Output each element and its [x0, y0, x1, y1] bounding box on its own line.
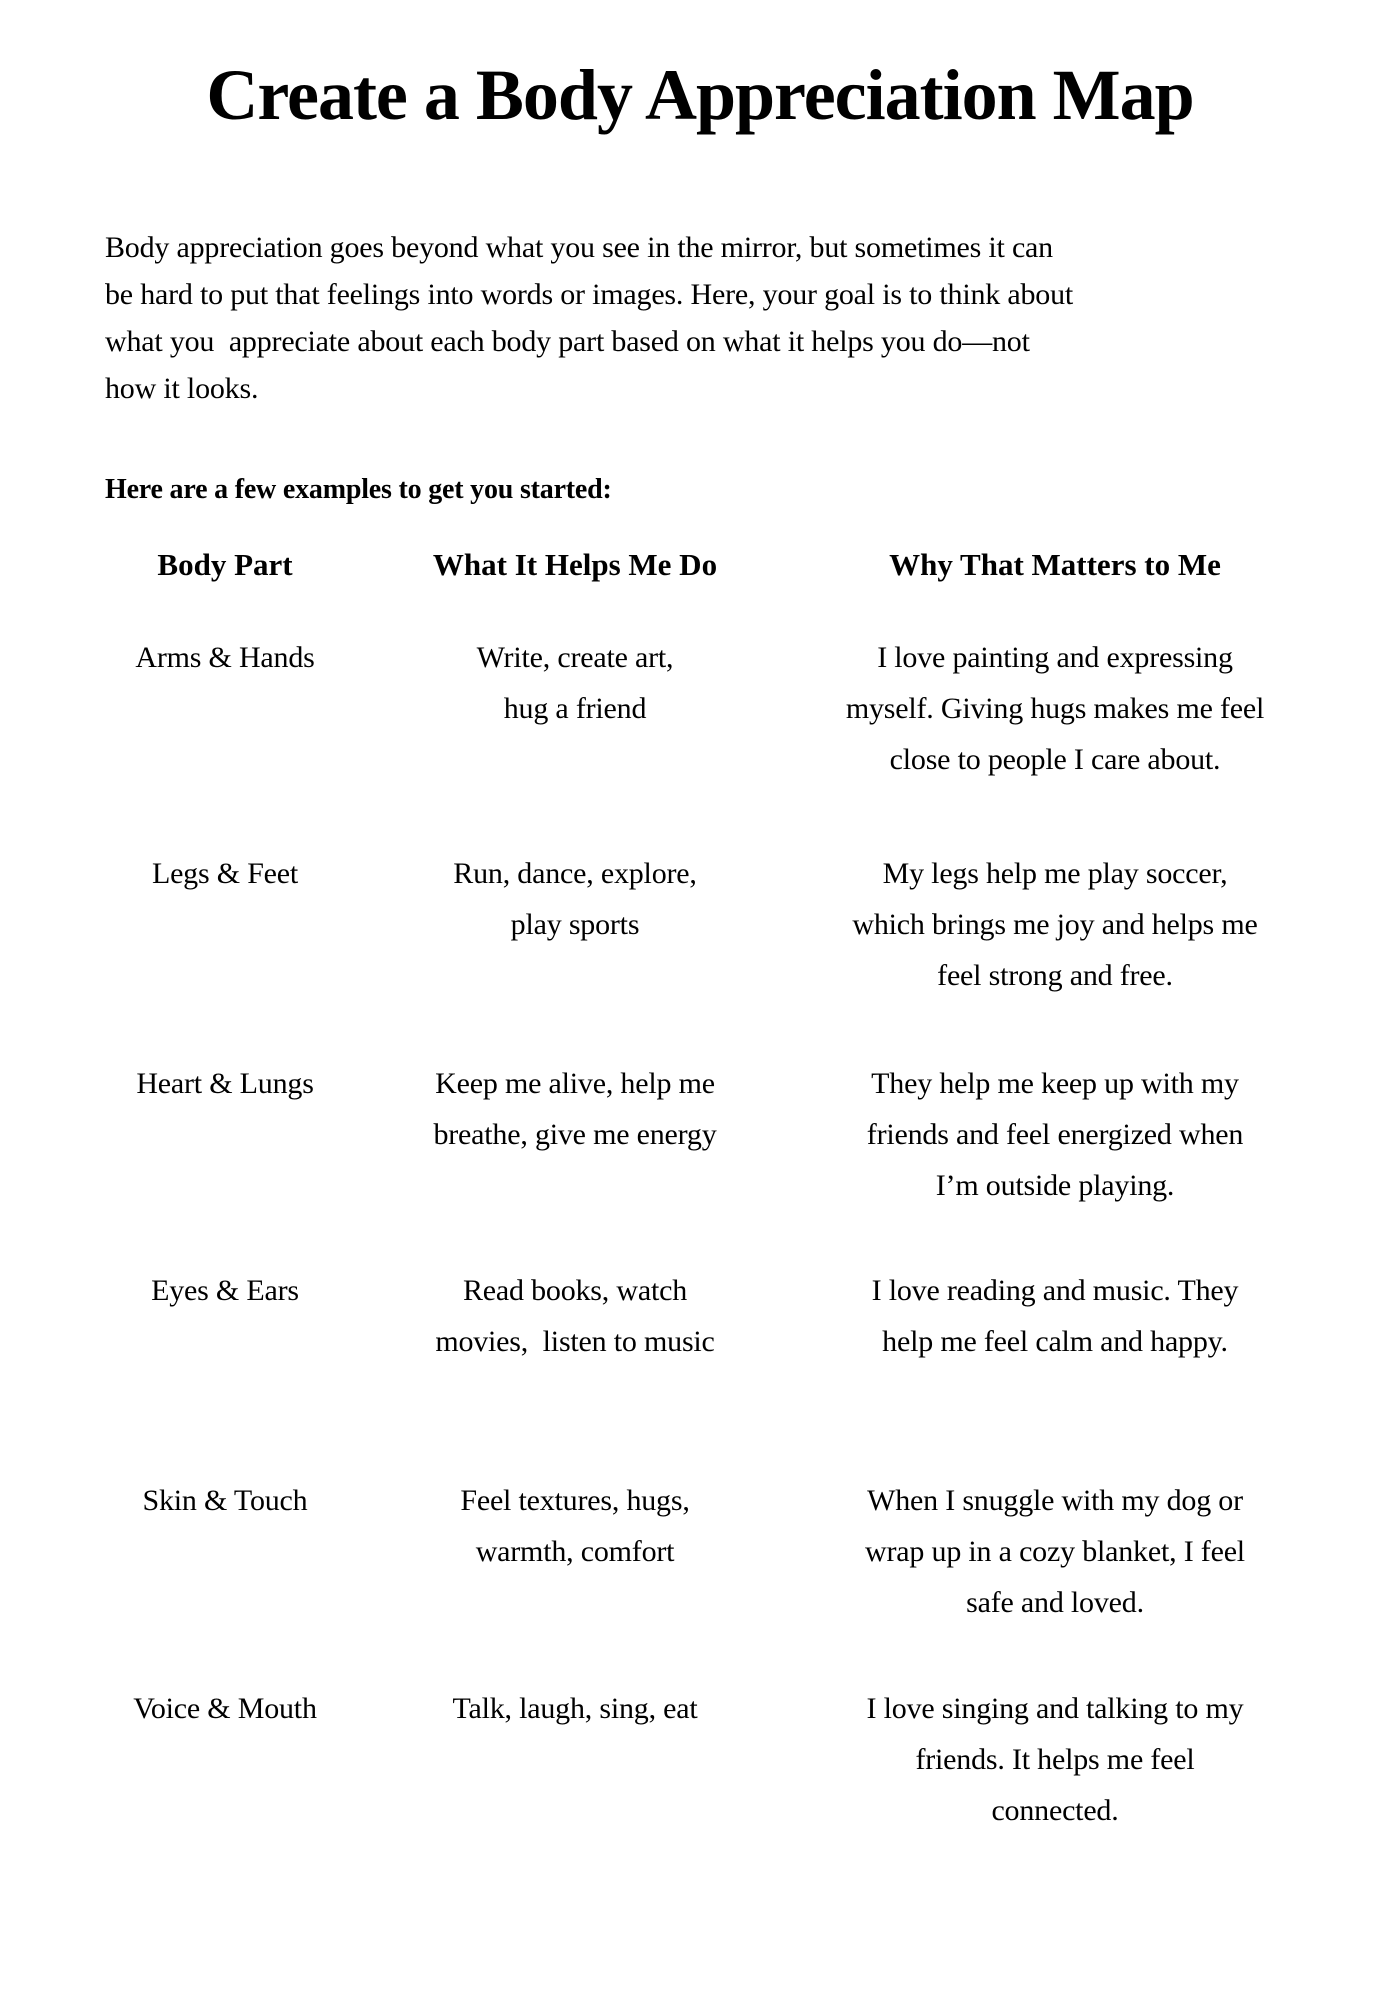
cell-line: They help me keep up with my: [871, 1067, 1239, 1100]
page-title: Create a Body Appreciation Map: [206, 55, 1194, 135]
cell-line: I love singing and talking to my: [866, 1692, 1244, 1725]
cell-line: movies, listen to music: [435, 1325, 715, 1358]
helps-cell: [395, 632, 755, 734]
cell-line: breathe, give me energy: [433, 1118, 717, 1151]
cell-line: Feel textures, hugs,: [460, 1484, 690, 1517]
helps-cell: [395, 1058, 755, 1160]
intro-line: Body appreciation goes beyond what you see in the mirror, but sometimes it can: [105, 231, 1053, 264]
helps-cell: [395, 1475, 755, 1577]
cell-line: I’m outside playing.: [935, 1169, 1175, 1202]
body-part-cell: Heart & Lungs: [136, 1067, 314, 1100]
cell-line: friends. It helps me feel: [915, 1743, 1195, 1776]
body-part-cell: Arms & Hands: [135, 641, 315, 674]
examples-heading: Here are a few examples to get you started:: [105, 474, 612, 505]
cell-line: warmth, comfort: [475, 1535, 675, 1568]
column-header-body-part: Body Part: [157, 547, 293, 582]
cell-line: friends and feel energized when: [866, 1118, 1244, 1151]
intro-line: be hard to put that feelings into words or images. Here, your goal is to think about: [105, 278, 1074, 311]
cell-line: help me feel calm and happy.: [882, 1325, 1228, 1358]
cell-line: feel strong and free.: [937, 959, 1173, 992]
intro-line: how it looks.: [105, 372, 259, 405]
cell-line: My legs help me play soccer,: [882, 857, 1228, 890]
cell-line: I love reading and music. They: [871, 1274, 1239, 1307]
intro-line: what you appreciate about each body part based on what it helps you do—not: [105, 325, 1030, 358]
body-part-cell: Legs & Feet: [151, 857, 299, 890]
cell-line: Keep me alive, help me: [435, 1067, 715, 1100]
cell-line: play sports: [510, 908, 640, 941]
helps-cell: [395, 1265, 755, 1367]
cell-line: I love painting and expressing: [877, 641, 1233, 674]
body-part-cell: Skin & Touch: [142, 1484, 308, 1517]
why-cell: [785, 632, 1325, 785]
why-cell: [785, 1058, 1325, 1211]
cell-line: When I snuggle with my dog or: [867, 1484, 1243, 1517]
column-header-what-it-helps: What It Helps Me Do: [432, 547, 718, 582]
cell-line: safe and loved.: [966, 1586, 1144, 1619]
why-cell: [785, 1475, 1325, 1628]
cell-line: wrap up in a cozy blanket, I feel: [865, 1535, 1245, 1568]
why-cell: [785, 1683, 1325, 1836]
cell-line: myself. Giving hugs makes me feel: [845, 692, 1265, 725]
why-cell: [785, 1265, 1325, 1367]
cell-line: Talk, laugh, sing, eat: [452, 1692, 698, 1725]
cell-line: close to people I care about.: [889, 743, 1221, 776]
column-header-why-it-matters: Why That Matters to Me: [889, 547, 1221, 582]
helps-cell: [395, 848, 755, 950]
cell-line: Run, dance, explore,: [453, 857, 697, 890]
body-part-cell: Voice & Mouth: [133, 1692, 317, 1725]
cell-line: which brings me joy and helps me: [852, 908, 1258, 941]
why-cell: [785, 848, 1325, 1001]
body-part-cell: Eyes & Ears: [151, 1274, 299, 1307]
helps-cell: [395, 1683, 755, 1734]
cell-line: hug a friend: [503, 692, 647, 725]
cell-line: connected.: [991, 1794, 1119, 1827]
intro-paragraph: [105, 224, 1073, 412]
cell-line: Write, create art,: [476, 641, 674, 674]
cell-line: Read books, watch: [462, 1274, 688, 1307]
